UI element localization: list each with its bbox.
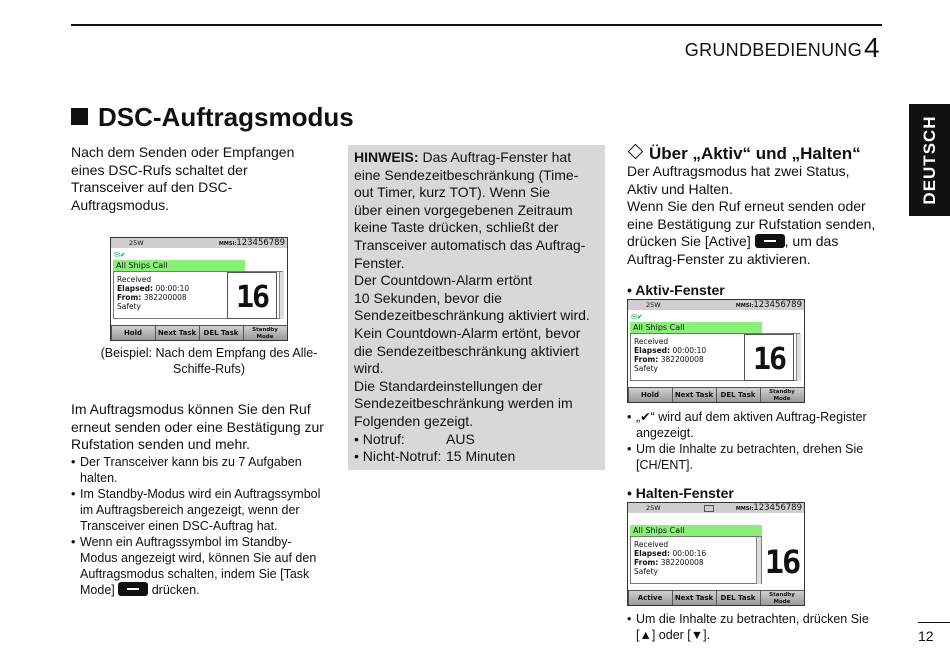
intro-paragraph: Nach dem Senden oder Empfangen eines DSC-Rufs schaltet der Transceiver auf den DSC- Auftragsmodus. [71,144,295,213]
list-item: • Der Transceiver kann bis zu 7 Aufgaben halten. [71,454,341,486]
task-title: All Ships Call [113,260,245,271]
softkey-hold: Hold [112,326,155,340]
language-label: DEUTSCH [919,115,939,205]
envelope-icon [704,505,714,512]
square-bullet-icon [71,108,88,125]
active-window-bullets [627,409,897,473]
scrollbar [756,537,761,584]
softkey-bar [628,590,804,605]
note-label: HINWEIS: [354,149,419,165]
softkey-icon [755,234,785,248]
status-bar: 25W MMSI:123456789 [111,238,287,248]
softkey-del-task: DEL Task [717,388,760,402]
softkey-del-task: DEL Task [717,591,760,605]
radio-screen-active [627,299,805,403]
hold-window-bullets [627,611,897,643]
section-title: GRUNDBEDIENUNG [684,40,862,60]
task-details: Received Elapsed: 00:00:10 From: 382200008 Safety [113,271,283,319]
diamond-icon [628,144,644,160]
radio-screen-example [110,237,288,341]
list-item: • Um die Inhalte zu betrachten, drücken Sie [▲] oder [▼]. [627,611,897,643]
softkey-next-task: Next Task [673,388,716,402]
softkey-active: Active [629,591,672,605]
setting-row-non-distress: • Nicht-Notruf: 15 Minuten [354,448,516,465]
task-details: Received Elapsed: 00:00:10 From: 382200008 Safety [630,333,800,381]
softkey-hold: Hold [629,388,672,402]
scrollbar [279,272,284,319]
page-heading: DSC-Auftragsmodus [71,102,354,133]
softkey-standby-mode: Standby Mode [761,388,804,402]
list-item: • „✔“ wird auf dem aktiven Auftrag-Register angezeigt. [627,409,897,441]
channel-number: 16 [227,272,277,319]
page-number-rule [918,622,950,623]
note-box: HINWEIS: Das Auftrag-Fenster hat eine Sendezeitbeschränkung (Time- out Timer, kurz TOT). Wenn Sie über einen vorgegebenen Zeitraum keine Taste drücken, schließt der Transceiver automatisch das Auftrag- Fenster. Der Countdown-Alarm ertönt 10 Sekunden, bevor die Sendezeitbeschränkung aktiviert wird. Kein Countdown-Alarm ertönt, bevor die Sendezeitbeschränkung aktiviert wird. Die Standardeinstellungen der Sendezeitbeschränkung werden im Folgenden gezeigt. • Notruf: AUS • Nicht-Notruf: 15 Minuten [348,145,605,470]
task-title: All Ships Call [630,525,762,536]
list-item: • Wenn ein Auftragssymbol im Standby- Modus angezeigt wird, können Sie auf den Auftragsmodus schalten, indem Sie [Task Mode] drücken. [71,534,341,598]
channel-number: 16 [764,543,800,581]
status-paragraph: Der Auftragsmodus hat zwei Status, Aktiv und Halten. Wenn Sie den Ruf erneut senden oder eine Bestätigung zur Rufstation senden, drücken Sie [Active] , um das Auftrag-Fenster zu aktivieren. [627,163,876,267]
scrollbar [796,334,801,381]
softkey-bar [111,325,287,340]
status-bar: 25W MMSI:123456789 [628,503,804,513]
softkey-next-task: Next Task [156,326,199,340]
page-number: 12 [918,628,934,644]
screen-caption: (Beispiel: Nach dem Empfang des Alle- Schiffe-Rufs) [100,346,318,376]
task-details: Received Elapsed: 00:00:16 From: 382200008 Safety [630,536,762,584]
softkey-standby-mode: Standby Mode [244,326,287,340]
language-tab [909,104,950,216]
setting-row-distress: • Notruf: AUS [354,430,475,447]
task-mode-bullets [71,454,341,598]
hold-window-heading: • Halten-Fenster [627,485,734,501]
channel-number: 16 [744,334,794,381]
status-heading: Über „Aktiv“ und „Halten“ [627,144,907,164]
radio-screen-hold [627,502,805,606]
task-icons: ✉✔ [631,313,643,321]
chapter-number: 4 [864,32,880,63]
task-icons: ✉✔ [114,251,126,259]
task-title: All Ships Call [630,322,762,333]
softkey-icon [118,582,148,596]
list-item: • Im Standby-Modus wird ein Auftragssymbol im Auftragsbereich angezeigt, wenn der Transceiver einen DSC-Auftrag hat. [71,486,341,534]
softkey-del-task: DEL Task [200,326,243,340]
softkey-standby-mode: Standby Mode [761,591,804,605]
top-rule [71,24,882,26]
task-mode-paragraph: Im Auftragsmodus können Sie den Ruf erneut senden oder eine Bestätigung zur Rufstation senden und mehr. [71,401,324,453]
softkey-bar [628,387,804,402]
active-window-heading: • Aktiv-Fenster [627,282,725,298]
status-bar: 25W MMSI:123456789 [628,300,804,310]
list-item: • Um die Inhalte zu betrachten, drehen Sie [CH/ENT]. [627,441,897,473]
softkey-next-task: Next Task [673,591,716,605]
